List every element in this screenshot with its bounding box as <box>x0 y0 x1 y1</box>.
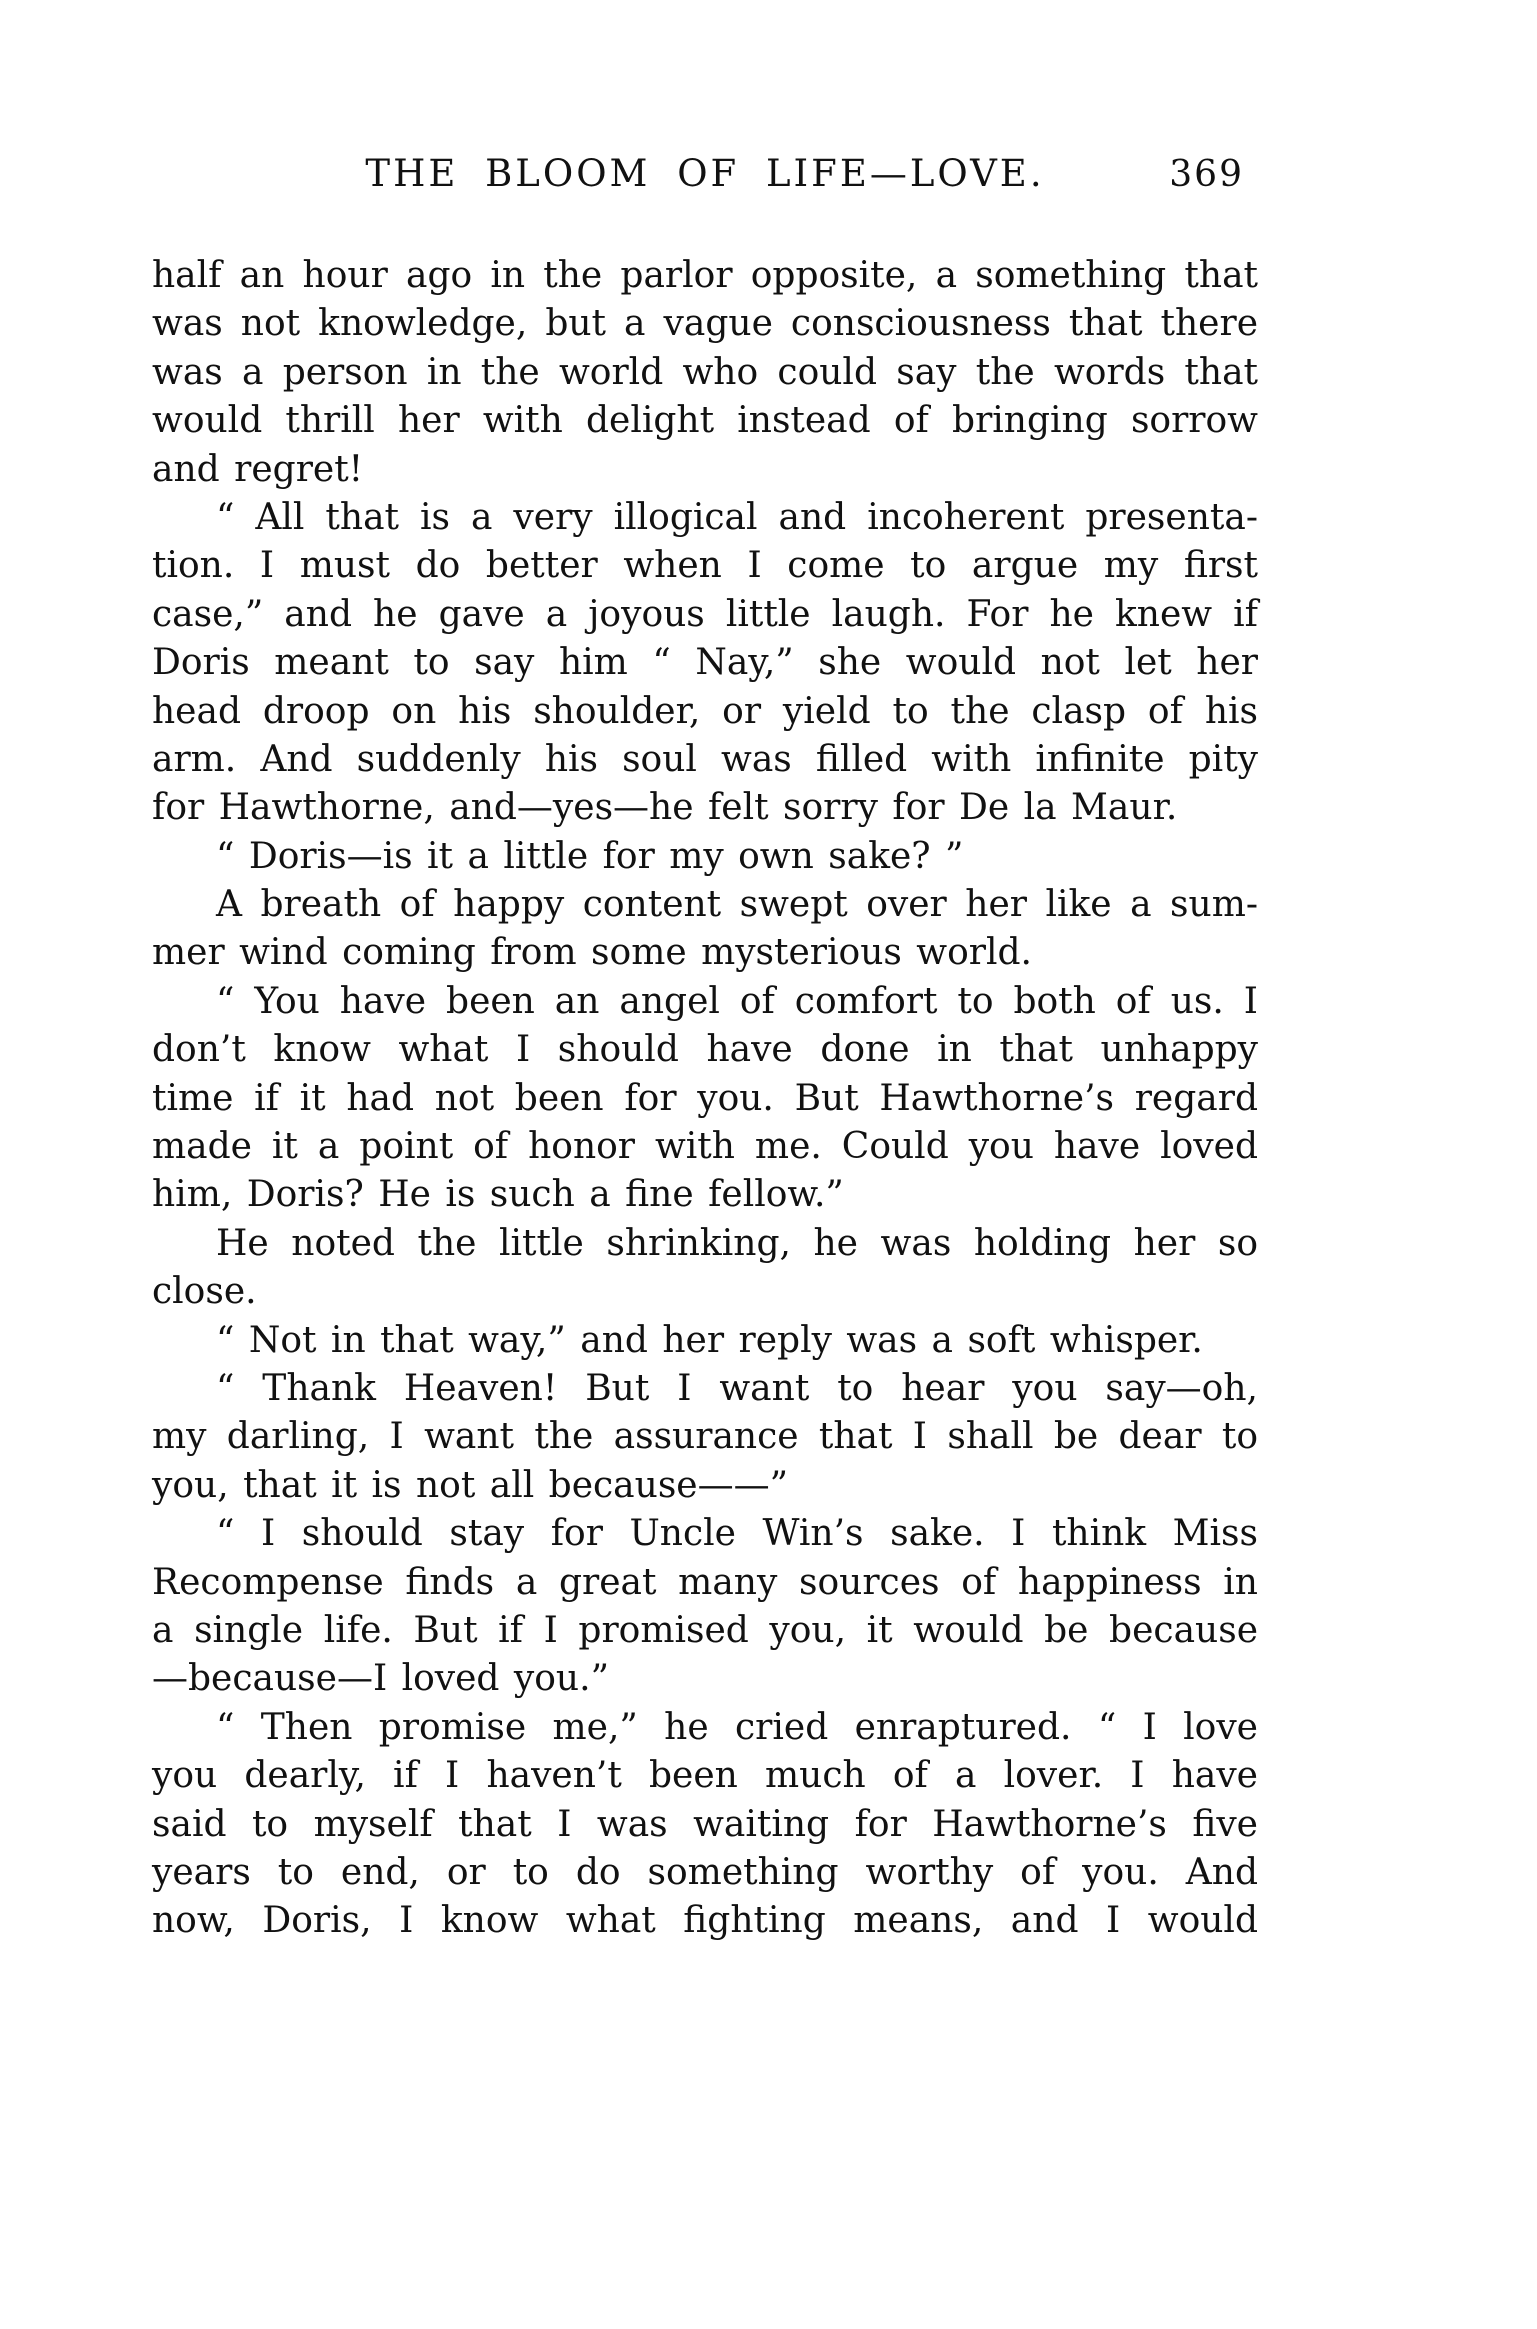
text-line: don’t know what I should have done in that unhappy <box>152 1029 1258 1071</box>
text-line: said to myself that I was waiting for Hawthorne’s five <box>152 1803 1258 1845</box>
text-line: “ You have been an angel of comfort to both of us. I <box>216 980 1258 1022</box>
text-line: —because—I loved you.” <box>152 1658 609 1700</box>
text-line: now, Doris, I know what fighting means, and I would <box>152 1900 1258 1942</box>
chapter-title: THE BLOOM OF LIFE—LOVE. <box>365 152 1045 195</box>
text-line: a single life. But if I promised you, it would be because <box>152 1609 1258 1651</box>
text-line: tion. I must do better when I come to argue my first <box>152 545 1258 587</box>
text-line: arm. And suddenly his soul was filled with infinite pity <box>152 738 1258 780</box>
text-line: you dearly, if I haven’t been much of a lover. I have <box>152 1755 1258 1797</box>
text-line: him, Doris? He is such a fine fellow.” <box>152 1174 844 1216</box>
page-number: 369 <box>1169 154 1244 195</box>
text-line: case,” and he gave a joyous little laugh. For he knew if <box>152 593 1258 635</box>
text-line: was a person in the world who could say the words that <box>152 351 1258 393</box>
text-line: He noted the little shrinking, he was holding her so <box>216 1222 1258 1264</box>
text-block <box>152 152 1258 1946</box>
text-line: “ Thank Heaven! But I want to hear you say—oh, <box>216 1367 1258 1409</box>
text-line: head droop on his shoulder, or yield to the clasp of his <box>152 690 1258 732</box>
text-line: close. <box>152 1271 257 1313</box>
running-header <box>152 152 1258 198</box>
text-line: “ All that is a very illogical and incoherent presenta- <box>216 496 1258 538</box>
text-line: Doris meant to say him “ Nay,” she would not let her <box>152 642 1258 684</box>
text-line: A breath of happy content swept over her like a sum- <box>216 884 1258 926</box>
text-line: “ Not in that way,” and her reply was a soft whisper. <box>216 1319 1203 1361</box>
text-line: and regret! <box>152 448 364 490</box>
text-line: my darling, I want the assurance that I shall be dear to <box>152 1416 1258 1458</box>
text-line: “ I should stay for Uncle Win’s sake. I think Miss <box>216 1513 1258 1555</box>
text-line: half an hour ago in the parlor opposite, a something that <box>152 255 1258 296</box>
text-line: Recompense finds a great many sources of happiness in <box>152 1561 1258 1603</box>
text-line: was not knowledge, but a vague consciousness that there <box>152 303 1258 345</box>
text-line: time if it had not been for you. But Hawthorne’s regard <box>152 1077 1258 1119</box>
text-line: “ Doris—is it a little for my own sake? ” <box>216 835 964 877</box>
text-line: for Hawthorne, and—yes—he felt sorry for De la Maur. <box>152 787 1178 829</box>
body-text <box>152 252 1258 1946</box>
text-line: mer wind coming from some mysterious world. <box>152 932 1032 974</box>
text-line: would thrill her with delight instead of bringing sorrow <box>152 400 1258 442</box>
text-line: “ Then promise me,” he cried enraptured. “ I love <box>216 1706 1258 1748</box>
text-line: you, that it is not all because——” <box>152 1464 789 1506</box>
text-line: years to end, or to do something worthy of you. And <box>152 1851 1258 1893</box>
text-line: made it a point of honor with me. Could you have loved <box>152 1126 1258 1168</box>
